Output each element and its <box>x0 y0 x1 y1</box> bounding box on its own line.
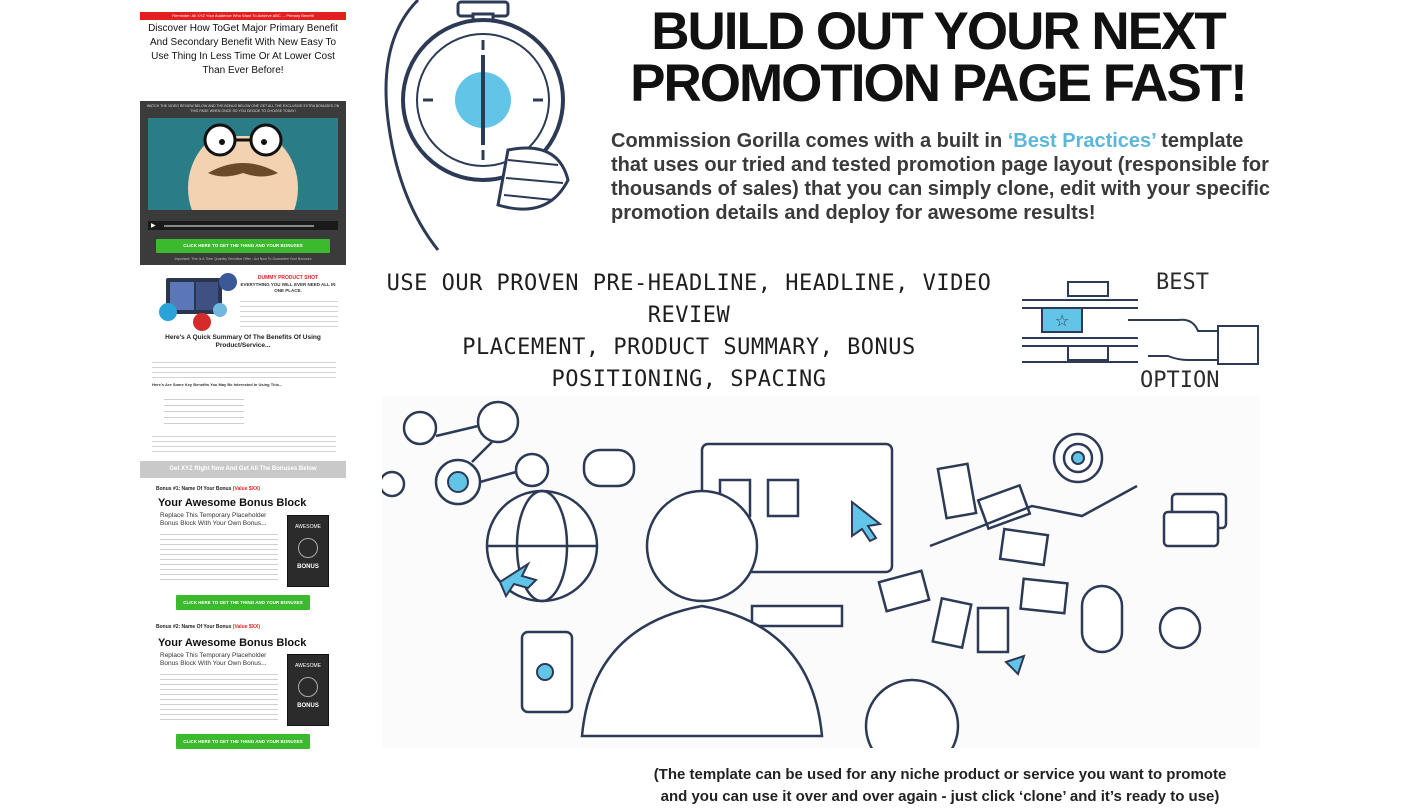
bonus-1-title: Your Awesome Bonus Block <box>158 497 307 509</box>
bonus-2-label: Bonus #2: Name Of Your Bonus (Value $XX) <box>156 624 261 630</box>
footnote-line-1: (The template can be used for any niche product or service you want to promote <box>653 766 1227 783</box>
main-headline <box>598 2 1278 113</box>
preview-video-section <box>140 101 346 265</box>
bonus-2-cta-button[interactable]: CLICK HERE TO GET THE THING AND YOUR BONUSES <box>176 734 310 749</box>
summary-body-lines <box>152 358 336 378</box>
video-controls-bar[interactable] <box>148 221 338 230</box>
handwritten-line-1: USE OUR PROVEN PRE-HEADLINE, HEADLINE, VIDEO REVIEW <box>386 271 992 328</box>
bonus-section-bar: Get XYZ Right Now And Get All The Bonuses Below <box>140 461 346 478</box>
preview-top-bar: Reminder: All XYZ Your Audience Who Want To Achieve ABC ... Primary Benefit <box>140 12 346 20</box>
summary-subheading: Here's Are Some Key Benefits You May Be Interested In Using This... <box>152 382 283 387</box>
product-shot-graphic <box>158 270 238 334</box>
bonus-1-subtitle: Replace This Temporary Placeholder Bonus Block With Your Own Bonus... <box>160 512 267 527</box>
bonus-1-description <box>160 530 278 584</box>
product-shot-body-lines <box>240 297 338 329</box>
svg-text:☆: ☆ <box>1054 311 1070 330</box>
bonus-1-label: Bonus #1: Name Of Your Bonus (Value $XX) <box>156 486 261 492</box>
headline-line-1: BUILD OUT YOUR NEXT <box>651 2 1225 61</box>
intro-text-before: Commission Gorilla comes with a built in <box>611 130 1008 152</box>
summary-heading: Here's A Quick Summary Of The Benefits Of Using Product/Service... <box>165 334 321 349</box>
bonus-2-book-cover: AWESOME BONUS <box>287 654 329 726</box>
summary-closing-lines <box>152 432 336 452</box>
preview-video-intro: WATCH THE VIDEO REVIEW BELOW AND THE BONUS BELOW ONE GET ALL THE EXCLUSIVE EXTRA BONUSES ON THIS PAGE WHEN ONCE SO YOU DECIDE TO CHOOSE TODAY! <box>146 104 340 113</box>
template-preview <box>140 12 346 752</box>
video-progress-track[interactable] <box>164 225 314 227</box>
intro-text-after: template that uses our tried and tested promotion page layout (responsible for thousands of sales) that you can simply clone, edit with your specific promotion details and deploy for awesome results! <box>611 130 1271 224</box>
cartoon-face-illustration <box>148 118 338 230</box>
preview-video-player[interactable] <box>148 118 338 230</box>
stopwatch-illustration <box>358 0 608 255</box>
intro-highlight: ‘Best Practices’ <box>1007 130 1156 152</box>
best-label: BEST <box>1156 270 1209 295</box>
bonus-1-cta-button[interactable]: CLICK HERE TO GET THE THING AND YOUR BONUSES <box>176 595 310 610</box>
marketing-illustration <box>382 396 1260 748</box>
footnote-line-2: and you can use it over and over again - just click ‘clone’ and it’s ready to use) <box>660 788 1220 805</box>
option-label: OPTION <box>1140 368 1220 393</box>
product-shot-text: EVERYTHING YOU WILL EVER NEED ALL IN ONE PLACE. <box>240 282 336 293</box>
bonus-1-book-cover: AWESOME BONUS <box>287 515 329 587</box>
bonus-2-description <box>160 670 278 722</box>
preview-cta-button[interactable]: CLICK HERE TO GET THE THING AND YOUR BONUSES <box>156 239 330 253</box>
preview-headline: Discover How ToGet Major Primary Benefit And Secondary Benefit With New Easy To Use Thing In Less Time Or At Lower Cost Than Ever Before! <box>148 23 338 76</box>
headline-line-2: PROMOTION PAGE FAST! <box>630 54 1246 113</box>
summary-bullet-list <box>164 394 244 426</box>
bonus-2-title: Your Awesome Bonus Block <box>158 637 307 649</box>
product-shot-title: DUMMY PRODUCT SHOT <box>257 275 319 281</box>
template-footnote <box>600 764 1280 808</box>
handwritten-line-2: PLACEMENT, PRODUCT SUMMARY, BONUS POSITIONING, SPACING <box>462 335 916 392</box>
preview-video-note: Important: This Is A Time Quantity Sensitive Offer - Act Now To Guarantee Your Bonuses <box>174 257 312 261</box>
bonus-2-subtitle: Replace This Temporary Placeholder Bonus Block With Your Own Bonus... <box>160 652 267 667</box>
play-icon[interactable]: ▶ <box>151 223 156 229</box>
intro-paragraph <box>611 129 1271 225</box>
